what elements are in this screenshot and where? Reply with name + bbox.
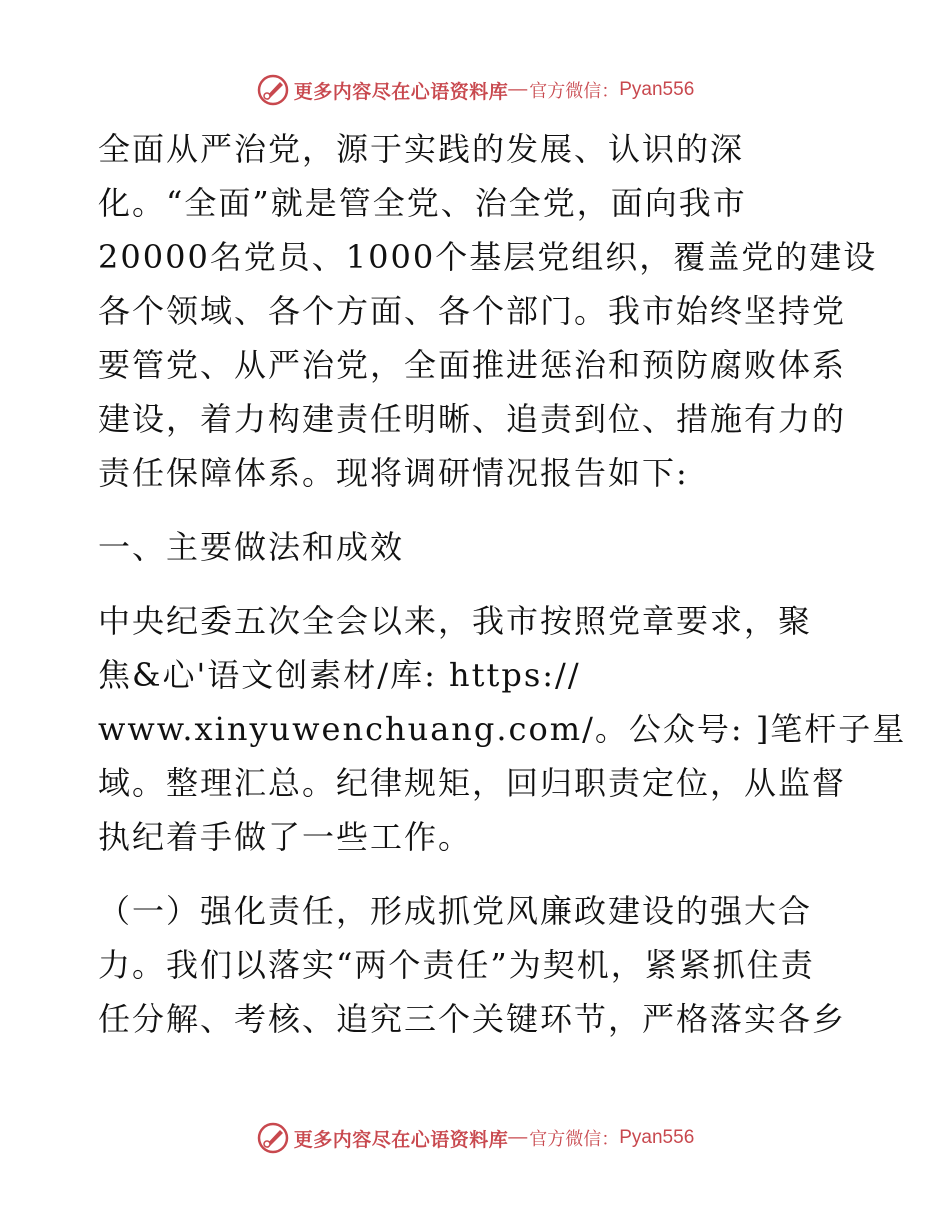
watermark-wechat-label: 官方微信： [529,81,620,102]
text-line: 执纪着手做了一些工作。 [98,818,473,856]
paragraph-3 [98,884,858,1046]
text-line: 各个领域、各个方面、各个部门。我市始终坚持党 [98,292,847,330]
watermark-wechat-id: Pyan556 [619,1127,695,1148]
section-heading [98,520,858,574]
text-line: 中央纪委五次全会以来，我市按照党章要求，聚 [98,602,813,640]
text-line: 责任保障体系。现将调研情况报告如下: [98,454,689,492]
document-body [98,122,907,1046]
footer-watermark [0,1120,950,1156]
text-line: www.xinyuwenchuang.com/。公众号: ]笔杆子星 [98,710,907,748]
quill-pen-icon [256,1121,290,1155]
quill-pen-icon [256,73,290,107]
watermark-brand: 更多内容尽在心语资料库 [293,1128,509,1151]
text-line: 域。整理汇总。纪律规矩，回归职责定位，从监督 [98,764,847,802]
intro-paragraph [98,122,878,500]
text-line: 任分解、考核、追究三个关键环节，严格落实各乡 [98,1000,847,1038]
watermark-wechat-label: 官方微信： [529,1129,620,1150]
text-line: 化。“全面”就是管全党、治全党，面向我市 [98,184,747,222]
text-line: 全面从严治党，源于实践的发展、认识的深 [98,130,745,168]
watermark-separator: — [508,79,528,100]
text-line: 建设，着力构建责任明晰、追责到位、措施有力的 [98,400,847,438]
text-line: （一）强化责任，形成抓党风廉政建设的强大合 [98,892,813,930]
watermark-wechat-id: Pyan556 [619,79,695,100]
watermark-separator: — [508,1127,528,1148]
header-watermark [0,72,950,108]
watermark-brand: 更多内容尽在心语资料库 [293,80,509,103]
section-heading-text: 一、主要做法和成效 [98,528,405,566]
text-line: 焦&心'语文创素材/库: https:// [98,656,581,694]
text-line: 20000名党员、1000个基层党组织，覆盖党的建设 [98,238,878,276]
paragraph-2 [98,594,907,864]
text-line: 要管党、从严治党，全面推进惩治和预防腐败体系 [98,346,847,384]
text-line: 力。我们以落实“两个责任”为契机，紧紧抓住责 [98,946,815,984]
